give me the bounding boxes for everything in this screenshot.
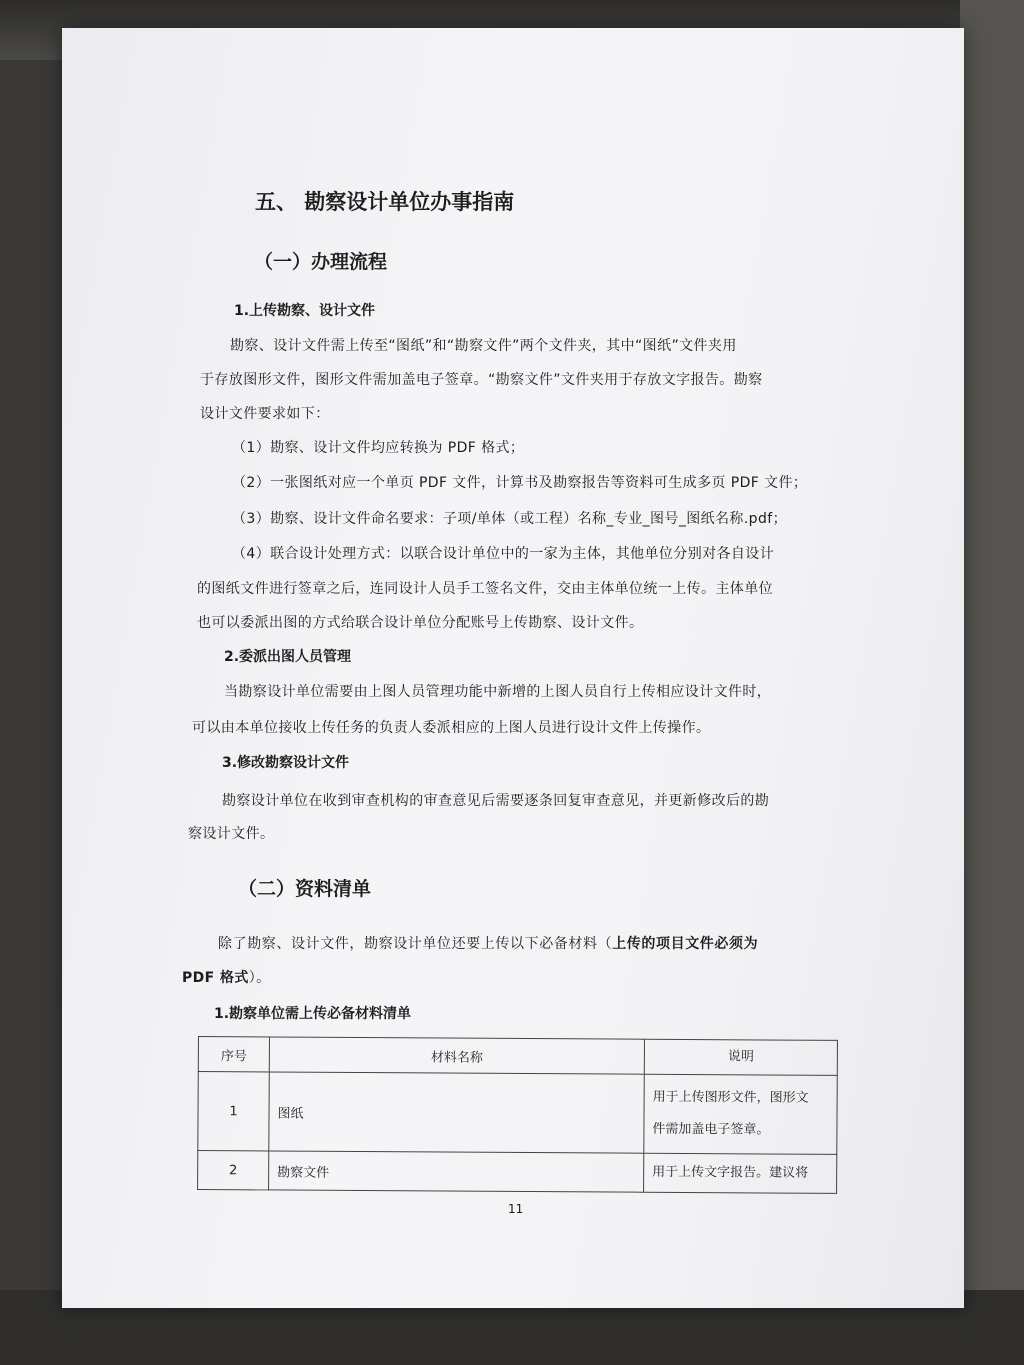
column-header-description: 说明 xyxy=(644,1039,837,1075)
paragraph-line: 当勘察设计单位需要由上图人员管理功能中新增的上图人员自行上传相应设计文件时， xyxy=(224,684,772,700)
section-heading-process: （一）办理流程 xyxy=(254,251,388,273)
cell-name: 图纸 xyxy=(269,1072,644,1153)
paragraph-line: 可以由本单位接收上传任务的负责人委派相应的上图人员进行设计文件上传操作。 xyxy=(192,720,711,736)
paragraph-line: 勘察设计单位在收到审查机构的审查意见后需要逐条回复审查意见，并更新修改后的勘 xyxy=(222,793,770,809)
section-heading-materials: （二）资料清单 xyxy=(238,878,372,900)
table-header-row xyxy=(198,1037,837,1076)
document-page xyxy=(62,28,964,1308)
paragraph-line: 设计文件要求如下： xyxy=(200,406,330,422)
paragraph-line: 察设计文件。 xyxy=(188,826,275,842)
table-row xyxy=(198,1072,837,1155)
column-header-name: 材料名称 xyxy=(269,1037,644,1074)
desk-background-right xyxy=(960,0,1024,1365)
materials-intro xyxy=(218,933,758,953)
intro-text: 除了勘察、设计文件，勘察设计单位还要上传以下必备材料（ xyxy=(218,936,613,952)
requirement-item: （1）勘察、设计文件均应转换为 PDF 格式； xyxy=(232,440,525,456)
requirement-item: （2）一张图纸对应一个单页 PDF 文件，计算书及勘察报告等资料可生成多页 PDF 文件； xyxy=(232,475,808,491)
requirement-item: （3）勘察、设计文件命名要求：子项/单体（或工程）名称_专业_图号_图纸名称.pdf； xyxy=(232,511,787,527)
paragraph-line: 于存放图形文件，图形文件需加盖电子签章。“勘察文件”文件夹用于存放文字报告。勘察 xyxy=(200,372,763,388)
chapter-title: 五、 勘察设计单位办事指南 xyxy=(255,190,515,214)
intro-emphasis-format: PDF 格式 xyxy=(182,970,249,986)
cell-description xyxy=(644,1074,837,1154)
description-line: 用于上传图形文件，图形文 xyxy=(652,1089,809,1106)
cell-description: 用于上传文字报告。建议将 xyxy=(644,1153,837,1193)
cell-number: 1 xyxy=(198,1072,269,1151)
paragraph-line: 勘察、设计文件需上传至“图纸”和“勘察文件”两个文件夹，其中“图纸”文件夹用 xyxy=(230,338,737,354)
cell-name: 勘察文件 xyxy=(269,1151,644,1192)
list-title: 1.勘察单位需上传必备材料清单 xyxy=(214,1006,412,1022)
requirement-item: 的图纸文件进行签章之后，连同设计人员手工签名文件，交由主体单位统一上传。主体单位 xyxy=(197,581,773,597)
requirement-item: （4）联合设计处理方式：以联合设计单位中的一家为主体，其他单位分别对各自设计 xyxy=(232,546,775,562)
subsection-title-delegate: 2.委派出图人员管理 xyxy=(224,649,352,665)
table-row xyxy=(198,1151,837,1194)
requirement-item: 也可以委派出图的方式给联合设计单位分配账号上传勘察、设计文件。 xyxy=(197,615,644,631)
desk-background-left xyxy=(0,0,70,1365)
description-line: 件需加盖电子签章。 xyxy=(652,1121,770,1138)
materials-table xyxy=(197,1036,838,1194)
intro-tail: ）。 xyxy=(248,970,271,986)
intro-emphasis: 上传的项目文件必须为 xyxy=(612,936,759,952)
materials-intro-continued xyxy=(182,967,271,987)
subsection-title-modify: 3.修改勘察设计文件 xyxy=(222,755,350,771)
column-header-number: 序号 xyxy=(198,1037,269,1072)
subsection-title-upload: 1.上传勘察、设计文件 xyxy=(234,303,376,319)
cell-number: 2 xyxy=(198,1151,269,1190)
page-number: 11 xyxy=(508,1202,524,1216)
